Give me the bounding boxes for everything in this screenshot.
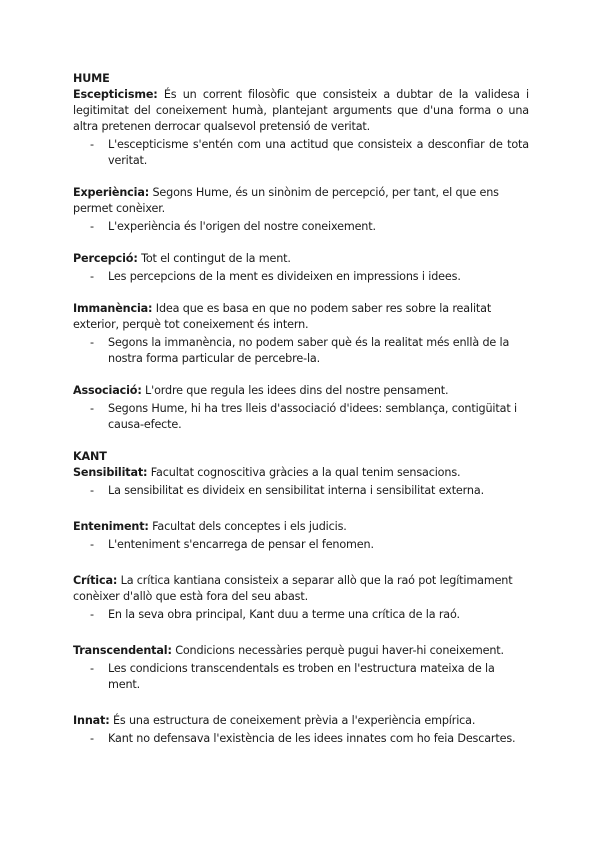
- definition: [73, 301, 529, 333]
- bullet-marker: -: [90, 138, 94, 151]
- section-title-hume: HUME: [73, 72, 110, 85]
- term: Innat:: [73, 714, 110, 727]
- section-spacer: [73, 433, 529, 449]
- definition: [73, 713, 529, 729]
- term: Sensibilitat:: [73, 466, 148, 479]
- definition-text: És una estructura de coneixement prèvia a l'experiència empírica.: [109, 714, 476, 727]
- bullet-item: [90, 661, 529, 693]
- definition: [73, 185, 529, 217]
- definition-text: Condicions necessàries perquè pugui haver-hi coneixement.: [171, 644, 504, 657]
- bullet-marker: -: [90, 662, 94, 675]
- definition-text: Idea que es basa en que no podem saber res sobre la realitat exterior, perquè tot coneixement és intern.: [73, 302, 492, 331]
- term: Enteniment:: [73, 520, 149, 533]
- definition: [73, 87, 529, 135]
- definition: [73, 643, 529, 659]
- definition: [73, 465, 529, 481]
- bullet-marker: -: [90, 270, 94, 283]
- section-kant: [73, 449, 529, 747]
- bullet-item: [90, 483, 529, 499]
- definition-text: La crítica kantiana consisteix a separar allò que la raó pot legítimament conèixer d'allò que està fora del seu abast.: [73, 574, 513, 603]
- bullet-item: [90, 607, 529, 623]
- bullet-marker: -: [90, 220, 94, 233]
- bullet-text: Kant no defensava l'existència de les idees innates com ho feia Descartes.: [108, 732, 516, 745]
- definition: [73, 251, 529, 267]
- bullet-marker: -: [90, 484, 94, 497]
- bullet-item: [90, 401, 529, 433]
- term: Crítica:: [73, 574, 118, 587]
- term: Experiència:: [73, 186, 150, 199]
- definition-text: L'ordre que regula les idees dins del nostre pensament.: [141, 384, 449, 397]
- section-hume: [73, 71, 529, 433]
- entry-escepticisme: [73, 87, 529, 169]
- document-page: [73, 71, 529, 747]
- bullet-text: Segons la immanència, no podem saber què és la realitat més enllà de la nostra forma particular de percebre-la.: [108, 336, 510, 365]
- term: Percepció:: [73, 252, 138, 265]
- bullet-text: Les condicions transcendentals es troben en l'estructura mateixa de la ment.: [108, 662, 495, 691]
- definition-text: Facultat cognoscitiva gràcies a la qual tenim sensacions.: [147, 466, 461, 479]
- entry-innat: [73, 713, 529, 747]
- bullet-text: La sensibilitat es divideix en sensibilitat interna i sensibilitat externa.: [108, 484, 484, 497]
- bullet-text: En la seva obra principal, Kant duu a terme una crítica de la raó.: [108, 608, 460, 621]
- bullet-text: L'escepticisme s'entén com una actitud que consisteix a desconfiar de tota veritat.: [108, 138, 529, 167]
- bullet-marker: -: [90, 336, 94, 349]
- bullet-item: [90, 537, 529, 553]
- term: Escepticisme:: [73, 88, 158, 101]
- definition-text: Facultat dels conceptes i els judicis.: [148, 520, 347, 533]
- entry-enteniment: [73, 519, 529, 553]
- bullet-text: L'experiència és l'origen del nostre coneixement.: [108, 220, 376, 233]
- section-title-kant: KANT: [73, 450, 107, 463]
- entry-experiencia: [73, 185, 529, 235]
- definition: [73, 573, 529, 605]
- bullet-marker: -: [90, 538, 94, 551]
- bullet-marker: -: [90, 732, 94, 745]
- bullet-item: [90, 731, 529, 747]
- bullet-item: [90, 335, 529, 367]
- definition-text: Tot el contingut de la ment.: [137, 252, 291, 265]
- term: Transcendental:: [73, 644, 172, 657]
- entry-sensibilitat: [73, 465, 529, 499]
- entry-critica: [73, 573, 529, 623]
- definition: [73, 383, 529, 399]
- definition-text: Segons Hume, és un sinònim de percepció, per tant, el que ens permet conèixer.: [73, 186, 499, 215]
- term: Immanència:: [73, 302, 153, 315]
- bullet-item: [90, 137, 529, 169]
- definition-text: És un corrent filosòfic que consisteix a dubtar de la validesa i legitimitat del coneixement humà, plantejant arguments que d'una forma o una altra pretenen derrocar qualsevol pretensió de veritat.: [73, 88, 529, 133]
- entry-transcendental: [73, 643, 529, 693]
- definition: [73, 519, 529, 535]
- bullet-marker: -: [90, 402, 94, 415]
- entry-immanencia: [73, 301, 529, 367]
- bullet-item: [90, 219, 529, 235]
- entry-percepcio: [73, 251, 529, 285]
- bullet-text: Les percepcions de la ment es divideixen en impressions i idees.: [108, 270, 461, 283]
- bullet-text: Segons Hume, hi ha tres lleis d'associació d'idees: semblança, contigüitat i causa-efecte.: [108, 402, 517, 431]
- term: Associació:: [73, 384, 142, 397]
- entry-associacio: [73, 383, 529, 433]
- bullet-item: [90, 269, 529, 285]
- bullet-marker: -: [90, 608, 94, 621]
- bullet-text: L'enteniment s'encarrega de pensar el fenomen.: [108, 538, 374, 551]
